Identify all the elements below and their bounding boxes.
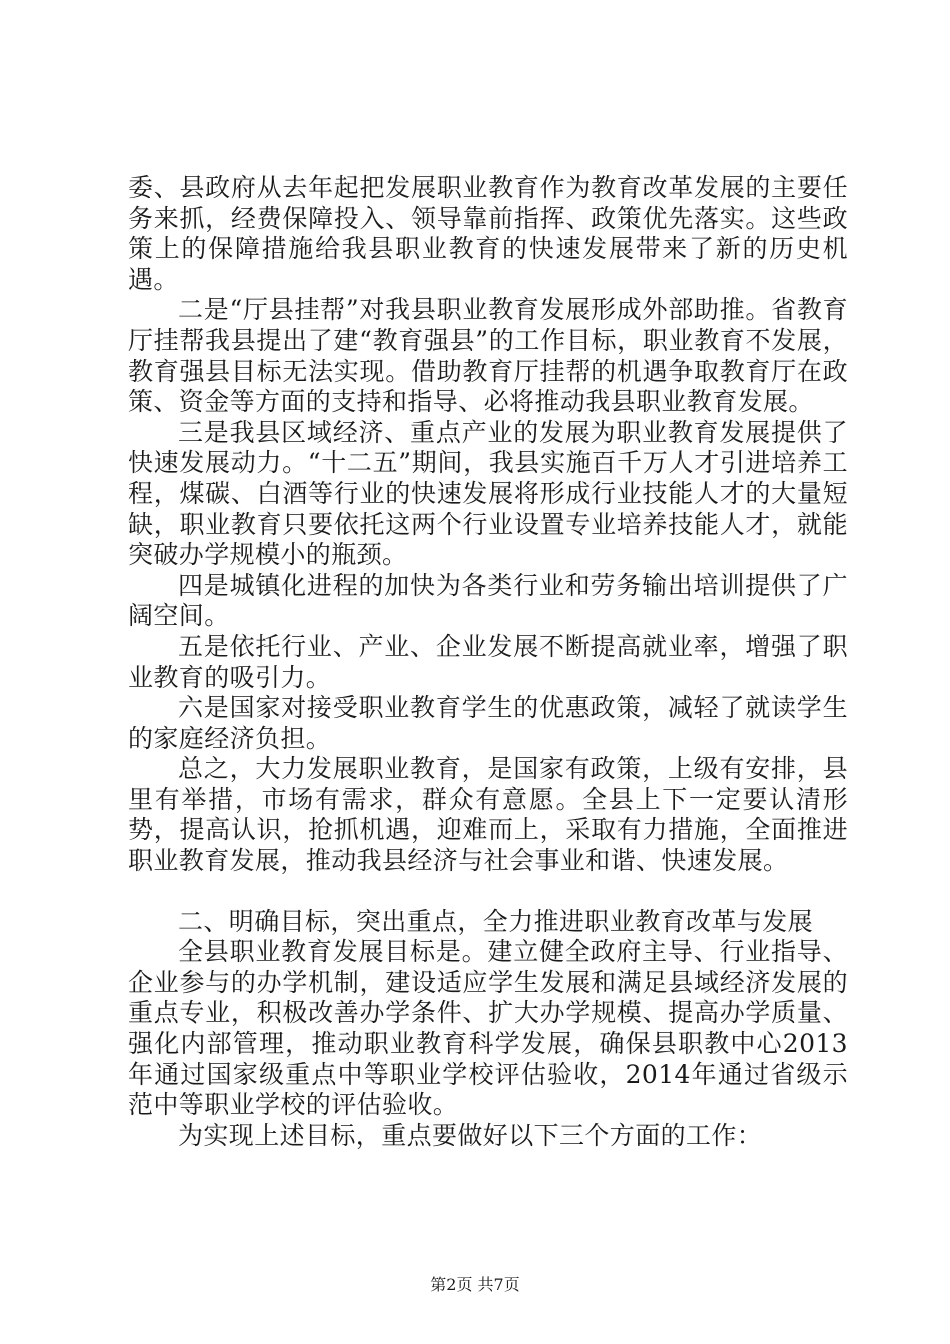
paragraph-summary: 总之，大力发展职业教育，是国家有政策，上级有安排，县里有举措，市场有需求，群众有意愿。全县上下一定要认清形势，提高认识，抢抓机遇，迎难而上，采取有力措施，全面推进职业教育发展，推动我县经济与社会事业和谐、快速发展。 — [128, 754, 848, 876]
paragraph-point-four: 四是城镇化进程的加快为各类行业和劳务输出培训提供了广阔空间。 — [128, 570, 848, 631]
paragraph-intro-tasks: 为实现上述目标，重点要做好以下三个方面的工作： — [178, 1120, 763, 1150]
paragraph-continuation: 委、县政府从去年起把发展职业教育作为教育改革发展的主要任务来抓，经费保障投入、领导靠前指挥、政策优先落实。这些政策上的保障措施给我县职业教育的快速发展带来了新的历史机遇。 — [128, 173, 848, 294]
paragraph-point-six: 六是国家对接受职业教育学生的优惠政策，减轻了就读学生的家庭经济负担。 — [128, 693, 848, 753]
section-heading: 二、明确目标，突出重点，全力推进职业教育改革与发展 — [178, 906, 814, 936]
paragraph-point-three: 三是我县区域经济、重点产业的发展为职业教育发展提供了快速发展动力。“十二五”期间，我县实施百千万人才引进培养工程，煤碳、白酒等行业的快速发展将形成行业技能人才的大量短缺，职业教育只要依托这两个行业设置专业培养技能人才，就能突破办学规模小的瓶颈。 — [128, 417, 848, 570]
paragraph-goal: 全县职业教育发展目标是。建立健全政府主导、行业指导、企业参与的办学机制，建设适应学生发展和满足县域经济发展的重点专业，积极改善办学条件、扩大办学规模、提高办学质量、强化内部管理，推动职业教育科学发展，确保县职教中心2013年通过国家级重点中等职业学校评估验收，2014年通过省级示范中等职业学校的评估验收。 — [128, 937, 848, 1120]
paragraph-point-two: 二是“厅县挂帮”对我县职业教育发展形成外部助推。省教育厅挂帮我县提出了建“教育强县”的工作目标，职业教育不发展，教育强县目标无法实现。借助教育厅挂帮的机遇争取教育厅在政策、资金等方面的支持和指导、必将推动我县职业教育发展。 — [128, 295, 848, 417]
paragraph-point-five: 五是依托行业、产业、企业发展不断提高就业率，增强了职业教育的吸引力。 — [128, 631, 848, 692]
page-number-footer: 第2页 共7页 — [430, 1275, 520, 1294]
document-body — [128, 173, 848, 1151]
